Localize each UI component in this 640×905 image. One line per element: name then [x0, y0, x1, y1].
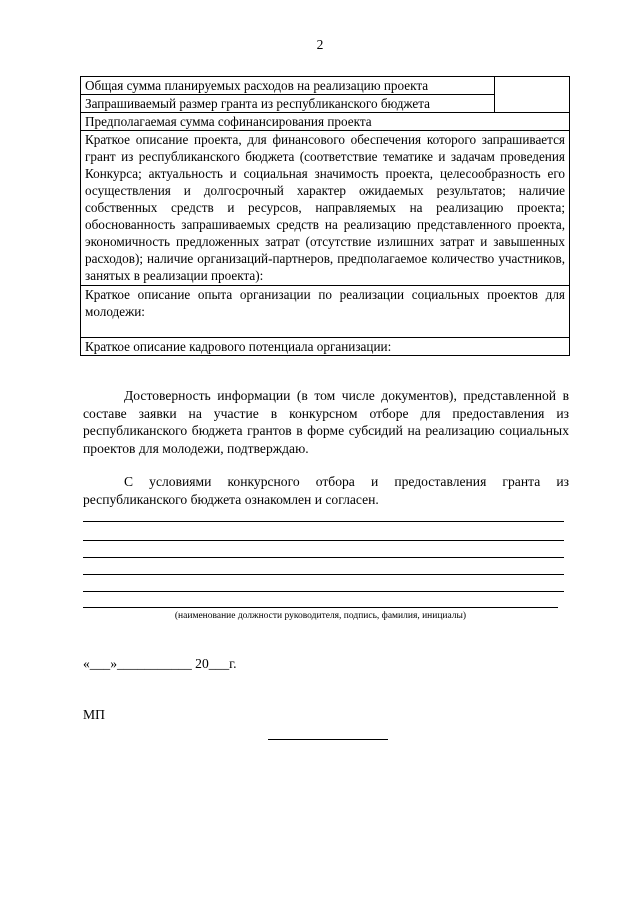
table-row: [81, 131, 570, 286]
signature-line-3[interactable]: [83, 557, 564, 558]
application-table: [80, 76, 570, 356]
table-row: [81, 338, 570, 356]
stamp-label: МП: [83, 707, 105, 722]
agreement-paragraph: С условиями конкурсного отбора и предоставления гранта из республиканского бюджета ознакомлен и согласен.: [83, 474, 569, 507]
signature-line-5[interactable]: [83, 591, 564, 592]
bottom-separator-line: [268, 739, 388, 740]
table-row: [81, 77, 570, 95]
confirmation-paragraph: Достоверность информации (в том числе документов), представленной в составе заявки на участие в конкурсном отборе для предоставления из республиканского бюджета грантов в форме субсидий на реализацию социальных проектов для молодежи, подтверждаю.: [83, 388, 569, 456]
row-label-grant-amount: Запрашиваемый размер гранта из республиканского бюджета: [81, 95, 495, 113]
row-label-project-description: Краткое описание проекта, для финансового обеспечения которого запрашивается грант из республиканского бюджета (соответствие тематике и задачам проведения Конкурса; актуальность и социальная значимость проекта, целесообразность его осуществления и долгосрочный характер ожидаемых результатов; наличие собственных средств и ресурсов, направляемых на реализацию проекта; обоснованность запрашиваемых средств на реализацию представленного проекта, экономичность предложенных затрат (отсутствие излишних затрат и завышенных расходов); наличие организаций-партнеров, предполагаемое количество участников, занятых в реализации проекта):: [81, 131, 570, 286]
signature-line-4[interactable]: [83, 574, 564, 575]
page-number: 2: [316, 37, 324, 52]
row-label-total-costs: Общая сумма планируемых расходов на реализацию проекта: [81, 77, 495, 95]
signature-caption: (наименование должности руководителя, подпись, фамилия, инициалы): [174, 611, 467, 621]
row-label-cofinancing: Предполагаемая сумма софинансирования проекта: [81, 113, 570, 131]
row-label-staff: Краткое описание кадрового потенциала организации:: [81, 338, 570, 356]
row-label-experience: Краткое описание опыта организации по реализации социальных проектов для молодежи:: [81, 286, 570, 338]
signature-line-2[interactable]: [83, 540, 564, 541]
date-line: «___»___________ 20___г.: [83, 656, 237, 671]
row-value-total-costs[interactable]: [495, 77, 570, 113]
table-row: [81, 286, 570, 338]
signature-line-6[interactable]: [83, 607, 558, 608]
signature-line-1[interactable]: [83, 521, 564, 522]
table-row: [81, 113, 570, 131]
